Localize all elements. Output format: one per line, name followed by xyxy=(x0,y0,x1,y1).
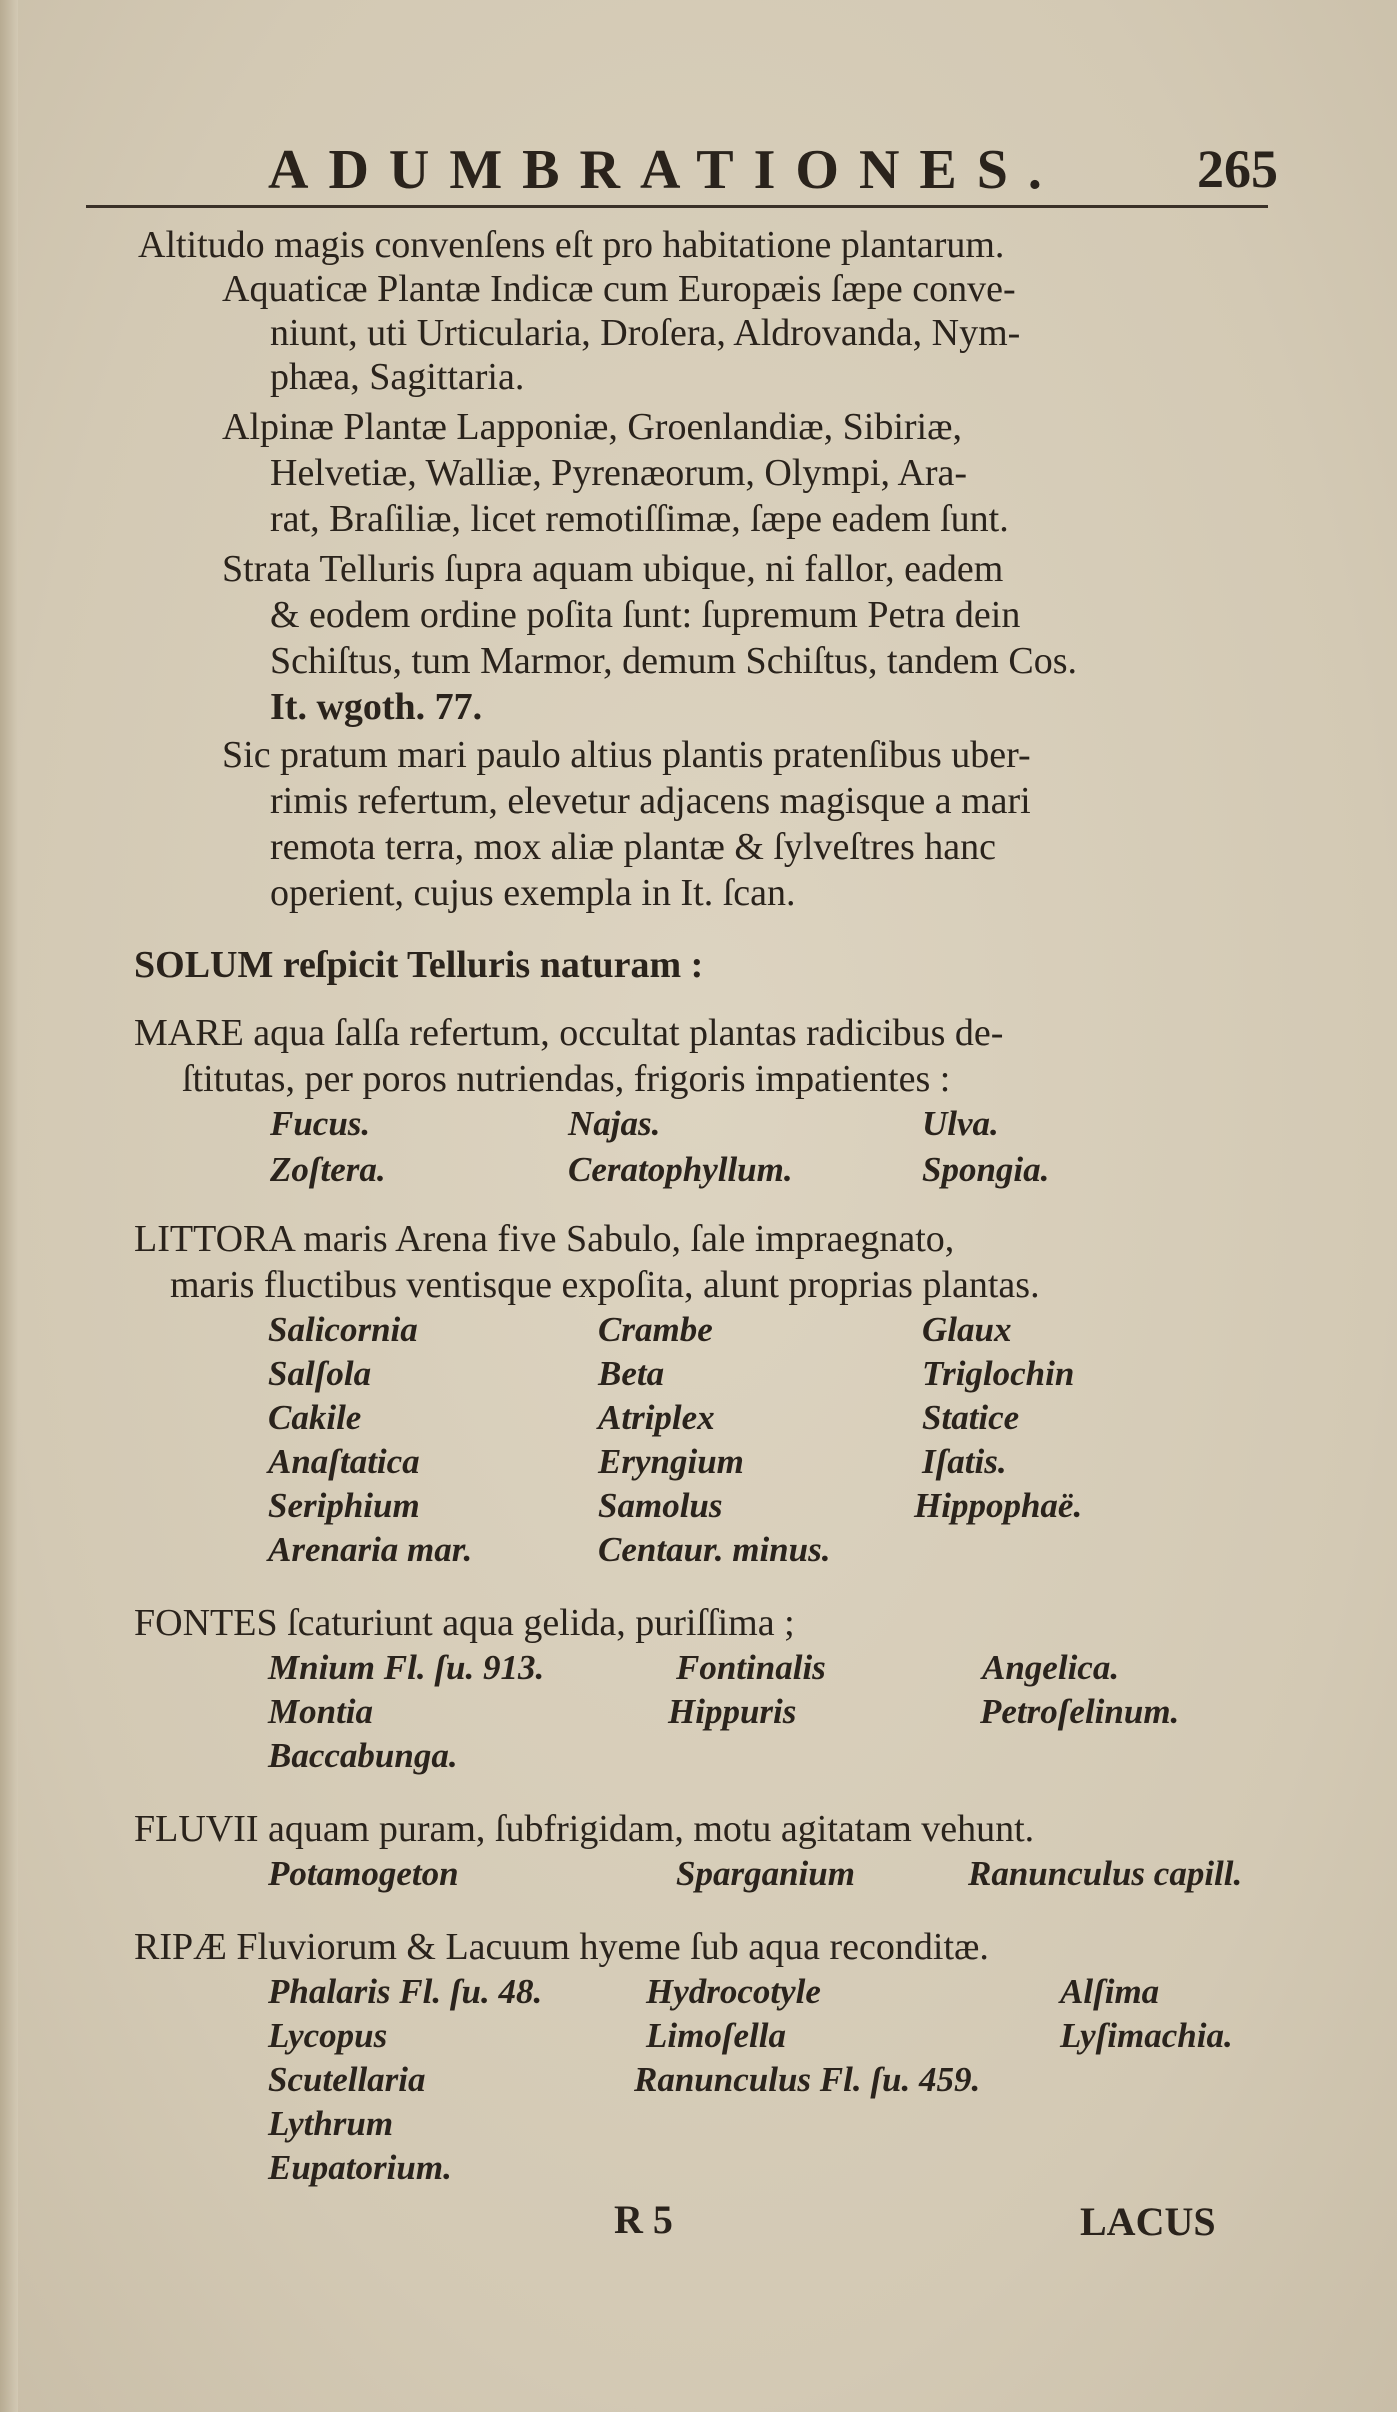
plant-name: Statice xyxy=(922,1398,1020,1437)
plant-name: Ranunculus Fl. ſu. 459. xyxy=(634,2060,981,2099)
text-line: Aquaticæ Plantæ Indicæ cum Europæis ſæpe conve- xyxy=(222,268,1016,310)
text-line: operient, cujus exempla in It. ſcan. xyxy=(270,872,796,914)
plant-name: Alſima xyxy=(1060,1972,1160,2011)
plant-name: Triglochin xyxy=(922,1354,1075,1393)
plant-name: Scutellaria xyxy=(268,2060,426,2099)
plant-name: Baccabunga. xyxy=(268,1736,458,1775)
text-line: & eodem ordine poſita ſunt: ſupremum Petra dein xyxy=(270,594,1021,636)
plant-name: Seriphium xyxy=(268,1486,420,1525)
plant-name: Fucus. xyxy=(270,1104,371,1143)
text-line: Alpinæ Plantæ Lapponiæ, Groenlandiæ, Sibiriæ, xyxy=(222,406,962,448)
fluvii-line: FLUVII aquam puram, ſubfrigidam, motu agitatam vehunt. xyxy=(134,1808,1035,1850)
plant-name: Najas. xyxy=(568,1104,661,1143)
plant-name: Ceratophyllum. xyxy=(568,1150,793,1189)
header-rule xyxy=(86,205,1268,208)
plant-name: Montia xyxy=(268,1692,374,1731)
catchword: LACUS xyxy=(1080,2199,1216,2244)
plant-name: Ulva. xyxy=(922,1104,999,1143)
plant-name: Lyſimachia. xyxy=(1060,2016,1233,2055)
plant-name: Hippuris xyxy=(668,1692,797,1731)
plant-name: Limoſella xyxy=(646,2016,786,2055)
plant-name: Spongia. xyxy=(922,1150,1050,1189)
plant-name: Salſola xyxy=(268,1354,372,1393)
text-line: phæa, Sagittaria. xyxy=(270,356,525,398)
plant-name: Lythrum xyxy=(268,2104,394,2143)
fontes-line: FONTES ſcaturiunt aqua gelida, puriſſima ; xyxy=(134,1602,795,1644)
plant-name: Salicornia xyxy=(268,1310,418,1349)
plant-name: Cakile xyxy=(268,1398,362,1437)
text-line: Strata Telluris ſupra aquam ubique, ni fallor, eadem xyxy=(222,548,1004,590)
mare-line: ſtitutas, per poros nutriendas, frigoris impatientes : xyxy=(182,1058,951,1100)
text-line: Sic pratum mari paulo altius plantis pratenſibus uber- xyxy=(222,734,1031,776)
text-line: niunt, uti Urticularia, Droſera, Aldrovanda, Nym- xyxy=(270,312,1021,354)
text-line: Altitudo magis convenſens eſt pro habitatione plantarum. xyxy=(138,224,1005,266)
littora-line: LITTORA maris Arena five Sabulo, ſale impraegnato, xyxy=(134,1218,955,1260)
plant-name: Samolus xyxy=(598,1486,723,1525)
plant-name: Beta xyxy=(598,1354,665,1393)
plant-name: Eupatorium. xyxy=(268,2148,452,2187)
plant-name: Angelica. xyxy=(982,1648,1120,1687)
text-line: It. wgoth. 77. xyxy=(270,686,483,728)
running-title: ADUMBRATIONES. xyxy=(268,139,1062,201)
plant-name: Crambe xyxy=(598,1310,713,1349)
plant-name: Petroſelinum. xyxy=(980,1692,1180,1731)
plant-name: Atriplex xyxy=(598,1398,715,1437)
text-line: Helvetiæ, Walliæ, Pyrenæorum, Olympi, Ara- xyxy=(270,452,968,494)
plant-name: Eryngium xyxy=(598,1442,744,1481)
plant-name: Fontinalis xyxy=(676,1648,826,1687)
plant-name: Ranunculus capill. xyxy=(968,1854,1243,1893)
text-line: remota terra, mox aliæ plantæ & ſylveſtres hanc xyxy=(270,826,997,868)
plant-name: Hydrocotyle xyxy=(646,1972,821,2011)
littora-line: maris fluctibus ventisque expoſita, alunt proprias plantas. xyxy=(170,1264,1040,1306)
plant-name: Sparganium xyxy=(676,1854,855,1893)
plant-name: Centaur. minus. xyxy=(598,1530,831,1569)
text-line: Schiſtus, tum Marmor, demum Schiſtus, tandem Cos. xyxy=(270,640,1077,682)
plant-name: Lycopus xyxy=(268,2016,388,2055)
plant-name: Potamogeton xyxy=(268,1854,459,1893)
running-header xyxy=(268,138,1278,208)
plant-name: Anaſtatica xyxy=(268,1442,420,1481)
ripae-line: RIPÆ Fluviorum & Lacuum hyeme ſub aqua reconditæ. xyxy=(134,1926,989,1968)
plant-name: Mnium Fl. ſu. 913. xyxy=(268,1648,545,1687)
plant-name: Hippophaë. xyxy=(914,1486,1083,1525)
plant-name: Arenaria mar. xyxy=(268,1530,473,1569)
plant-name: Phalaris Fl. ſu. 48. xyxy=(268,1972,543,2011)
plant-name: Zoſtera. xyxy=(270,1150,386,1189)
solum-heading: SOLUM reſpicit Telluris naturam : xyxy=(134,944,704,986)
signature-mark: R 5 xyxy=(614,2197,673,2242)
text-line: rimis refertum, elevetur adjacens magisque a mari xyxy=(270,780,1031,822)
page-number: 265 xyxy=(1197,139,1278,199)
plant-name: Glaux xyxy=(922,1310,1012,1349)
text-line: rat, Braſiliæ, licet remotiſſimæ, ſæpe eadem ſunt. xyxy=(270,498,1009,540)
plant-name: Iſatis. xyxy=(922,1442,1007,1481)
page-gutter xyxy=(0,0,18,2412)
mare-line: MARE aqua ſalſa refertum, occultat plantas radicibus de- xyxy=(134,1012,1004,1054)
